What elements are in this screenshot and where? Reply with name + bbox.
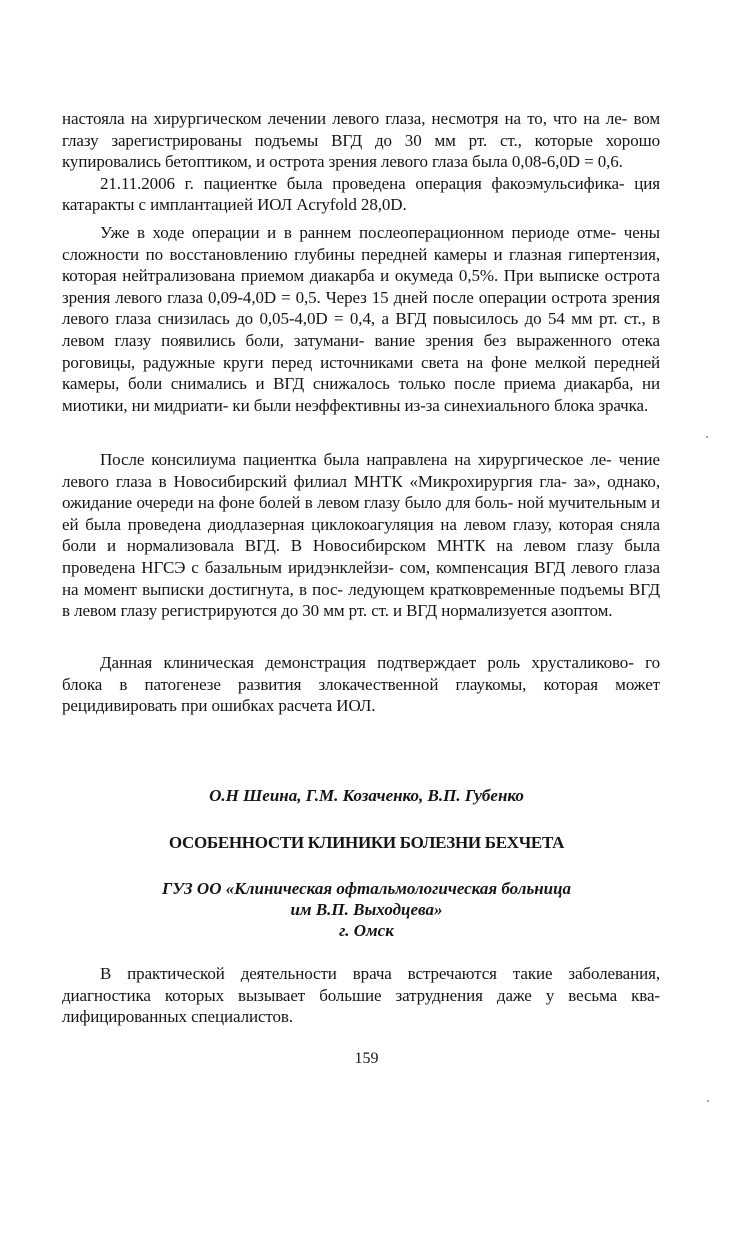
paragraph-body: [62, 963, 660, 1028]
text-line: до 30 мм рт. ст. и ВГД нормализуется азоптом.: [281, 601, 613, 621]
affiliation-line: ГУЗ ОО «Клиническая офтальмологическая больница: [161, 879, 572, 898]
text-line: ки были неэффективны из-за синехиального блока зрачка.: [232, 395, 649, 415]
text-line: чены сложности по восстановлению глубины передней камеры и глазная: [62, 223, 660, 264]
text-line: лифицированных специалистов.: [62, 1007, 293, 1027]
article-title: ОСОБЕННОСТИ КЛИНИКИ БОЛЕЗНИ БЕХЧЕТА: [168, 833, 565, 852]
text-line: чение левого глаза в Новосибирский филиал МНТК «Микрохирургия гла-: [62, 450, 660, 491]
text-line: Данная клиническая демонстрация подтверждает роль хрусталиково-: [100, 653, 634, 672]
text-line: диагностика которых вызывает большие затруднения даже у весьма ква-: [62, 985, 660, 1005]
continuation-text: [62, 108, 660, 216]
text-line: рецидивировать при ошибках расчета ИОЛ.: [62, 696, 376, 716]
text-line: после операции острота зрения левого глаза снизилась до 0,05-4,0D = 0,4, а: [62, 287, 660, 329]
page-number: 159: [354, 1050, 379, 1067]
text-line: настояла на хирургическом лечении левого глаза, несмотря на то, что на ле-: [62, 109, 628, 128]
paragraph-surgery-date: [62, 173, 660, 216]
text-line: гипертензия, которая нейтрализована приемом диакарба и окумеда 0,5%.: [62, 244, 660, 286]
scan-speck: [706, 436, 708, 438]
article-intro: [62, 963, 660, 1028]
text-line: вом глазу зарегистрированы подъемы ВГД до 30 мм рт. ст., которые хорошо: [62, 109, 660, 150]
text-line: При выписке острота зрения левого глаза 0,09-4,0D = 0,5. Через 15 дней: [62, 266, 661, 307]
text-line: го блока в патогенезе развития злокачественной глаукомы, которая может: [62, 653, 661, 694]
text-line: ВГД повысилось до 54 мм рт. ст., в левом глазу появились боли, затумани-: [62, 309, 660, 350]
article-authors: О.Н Шеина, Г.М. Козаченко, В.П. Губенко: [209, 786, 524, 805]
article-affiliation: [0, 878, 733, 941]
text-line: Уже в ходе операции и в раннем послеоперационном периоде отме-: [100, 223, 617, 242]
text-line: После консилиума пациентка была направлена на хирургическое ле-: [100, 450, 612, 469]
text-line: 21.11.2006 г. пациентке была проведена операция факоэмульсифика-: [100, 173, 625, 193]
paragraph-consultation: [62, 449, 660, 622]
affiliation-city: г. Омск: [339, 921, 394, 940]
paragraph-continuation: [62, 108, 660, 173]
paragraph-body: [62, 449, 660, 622]
text-line: сом, компенсация ВГД левого глаза на момент выписки достигнута, в пос-: [62, 557, 660, 599]
text-line: левом глазу, которая сняла боли и нормализовала ВГД. В Новосибирском: [62, 514, 660, 556]
text-line: купировались бетоптиком, и острота зрения левого глаза была 0,08-6,0D = 0,6.: [62, 152, 623, 172]
text-line: ция катаракты с имплантацией ИОЛ Acryfold 28,0D.: [62, 173, 661, 215]
affiliation-line: им В.П. Выходцева»: [290, 900, 443, 919]
text-line: ледующем кратковременные подъемы ВГД в левом глазу регистрируются: [62, 579, 660, 621]
text-line: МНТК на левом глазу была проведена НГСЭ с базальным иридэнклейзи-: [62, 536, 661, 577]
scan-speck: [707, 1100, 709, 1102]
paragraph-postop: [62, 222, 660, 416]
paragraph-body: [62, 652, 660, 717]
paragraph-body: [62, 222, 660, 416]
text-line: ной мучительным и ей была проведена диодлазерная циклокоагуляция на: [62, 493, 660, 534]
text-line: за», однако, ожидание очереди на фоне болей в левом глазу было для боль-: [62, 471, 660, 513]
text-line: источниками света на фоне мелкой передней камеры, боли снимались и: [62, 352, 661, 394]
text-line: вание зрения без выраженного отека роговицы, радужные круги перед: [62, 330, 660, 372]
text-line: В практической деятельности врача встречаются такие заболевания,: [100, 964, 660, 983]
text-line: ВГД снижалось только после приема диакарба, ни миотики, ни мидриати-: [62, 374, 660, 415]
paragraph-conclusion: [62, 652, 660, 717]
